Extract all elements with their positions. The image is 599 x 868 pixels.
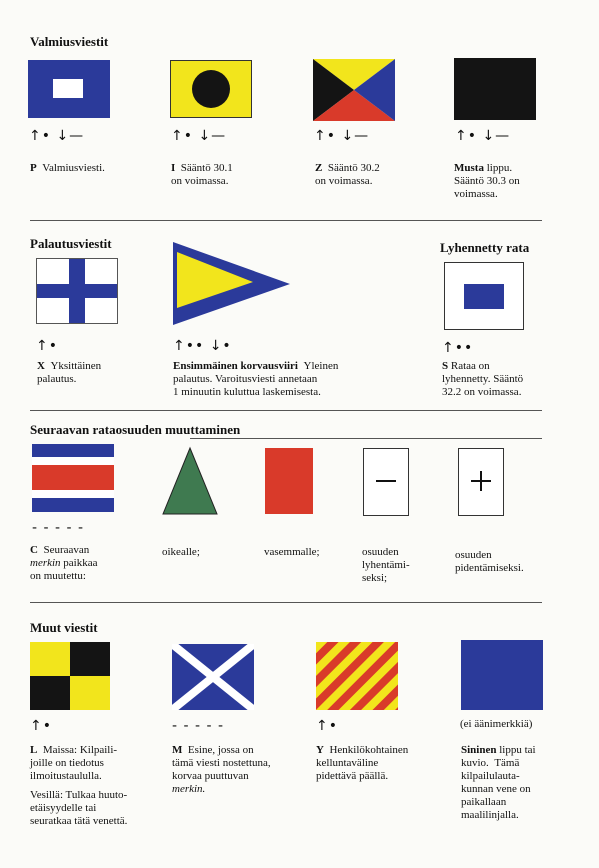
flag-black <box>454 58 536 120</box>
section-title-lyhennetty: Lyhennetty rata <box>440 240 530 255</box>
letter: X <box>37 360 45 372</box>
flag-i <box>170 60 252 118</box>
desc-line1: Seuraavan <box>43 544 90 556</box>
divider <box>190 438 542 439</box>
desc-line3: korvaa puuttuvan <box>172 770 249 782</box>
plus-board <box>458 448 504 516</box>
sound-signal: ↑•• <box>442 340 474 356</box>
desc-line2: joille on tiedotus <box>30 757 104 769</box>
desc-line3: 1 minuutin kuluttua laskemisesta. <box>173 386 321 398</box>
sound-signal: ↑•• ↓• <box>173 338 232 354</box>
desc-line5: paikallaan <box>461 796 507 808</box>
flag-y-stripes <box>316 642 398 710</box>
flag-x <box>36 258 118 324</box>
desc-line2: lyhentämi- <box>362 559 410 571</box>
desc-line3: voimassa. <box>454 188 498 200</box>
desc-line2: on voimassa. <box>315 175 373 187</box>
flag-i-desc <box>171 162 233 188</box>
desc-line5: etäisyydelle tai <box>30 802 97 814</box>
desc-line1: Yksittäinen <box>50 360 102 372</box>
flag-c-white-top <box>32 457 114 465</box>
triangle-fill <box>163 448 217 514</box>
sound-signal: - - - - - <box>32 520 85 536</box>
desc-line2: palautus. <box>37 373 77 385</box>
desc-italic: merkin <box>30 557 61 569</box>
desc-line3: ilmoitustaululla. <box>30 770 102 782</box>
desc-line1: osuuden <box>362 546 399 558</box>
desc-line1: Esine, jossa on <box>187 744 254 756</box>
desc-line1: Sääntö 30.2 <box>327 162 380 174</box>
desc-line3: pidettävä päällä. <box>316 770 389 782</box>
flag-s <box>444 262 524 330</box>
desc-line1: lippu tai <box>499 744 536 756</box>
flag-l-black-top-right <box>70 642 110 676</box>
letter: Z <box>315 162 323 174</box>
desc-line2: kuvio. <box>461 757 489 769</box>
desc-line1: osuuden <box>455 549 492 561</box>
desc: Valmiusviesti. <box>42 162 105 174</box>
flag-blue <box>461 640 543 710</box>
flag-first-substitute-desc <box>173 360 443 399</box>
letter: I <box>171 162 176 174</box>
flag-s-desc <box>442 360 523 399</box>
desc-line1: Rataa on <box>450 360 490 372</box>
section-title-palautus: Palautusviestit <box>30 236 112 251</box>
desc-line2: paikkaa <box>63 557 98 569</box>
desc-line2: on voimassa. <box>171 175 229 187</box>
minus-board <box>363 448 409 516</box>
desc-line1: Maissa: Kilpaili- <box>42 744 118 756</box>
green-triangle-shape <box>161 446 219 516</box>
sound-signal: ↑• ↓— <box>29 128 85 144</box>
desc-line3: 32.2 on voimassa. <box>442 386 522 398</box>
letter: M <box>172 744 183 756</box>
flag-name: Sininen <box>461 744 497 756</box>
flag-x-horizontal-bar <box>37 284 117 298</box>
flag-c-desc <box>30 544 98 583</box>
letter: L <box>30 744 38 756</box>
letter: Y <box>316 744 324 756</box>
sound-signal: (ei äänimerkkiä) <box>460 718 533 730</box>
plus-symbol-horizontal <box>471 480 491 482</box>
red-desc: vasemmalle; <box>264 546 320 558</box>
desc-line4: Vesillä: Tulkaa huuto- <box>30 789 128 801</box>
desc-line2: tämä viesti nostettuna, <box>172 757 271 769</box>
red-rectangle-shape <box>265 448 313 514</box>
flag-c <box>32 444 114 512</box>
minus-desc <box>362 546 410 585</box>
letter: S <box>442 360 449 372</box>
sound-signal: ↑• <box>316 718 338 734</box>
section-title-valmius: Valmiusviestit <box>30 34 109 49</box>
desc-line2: lyhennetty. Sääntö <box>442 373 524 385</box>
flag-i-black-circle <box>192 70 230 108</box>
divider <box>30 220 542 221</box>
desc-italic: merkin. <box>172 783 206 795</box>
desc-line2b: Tämä <box>494 757 520 769</box>
flag-blue-desc <box>461 744 536 822</box>
flag-s-blue-center <box>464 284 504 309</box>
letter: P <box>30 162 37 174</box>
flag-z-desc <box>315 162 380 188</box>
desc-line2: kelluntaväline <box>316 757 379 769</box>
desc-line2: Sääntö 30.3 on <box>454 175 520 187</box>
flag-c-red-middle <box>32 465 114 490</box>
minus-symbol <box>376 480 396 482</box>
sound-signal: ↑• ↓— <box>314 128 370 144</box>
flag-p-white-center <box>53 79 83 98</box>
flag-black-desc <box>454 162 520 201</box>
desc-line1: Yleinen <box>303 360 339 372</box>
triangle-desc: oikealle; <box>162 546 200 558</box>
sound-signal: ↑• <box>30 718 52 734</box>
desc-line1: Henkilökohtainen <box>329 744 409 756</box>
divider <box>30 602 542 603</box>
section-title-muut: Muut viestit <box>30 620 98 635</box>
sound-signal: ↑• <box>36 338 58 354</box>
desc-line6: maalilinjalla. <box>461 809 519 821</box>
flag-p <box>28 60 110 118</box>
flag-m-desc <box>172 744 271 796</box>
desc-line3: on muutettu: <box>30 570 86 582</box>
flag-l-black-bottom-left <box>30 676 70 710</box>
flag-y <box>316 642 398 710</box>
flag-m <box>172 644 254 710</box>
letter: C <box>30 544 38 556</box>
desc-line2: palautus. Varoitusviesti annetaan <box>173 373 318 385</box>
desc-line6: seuratkaa tätä venettä. <box>30 815 128 827</box>
section-title-seuraavan: Seuraavan rataosuuden muuttaminen <box>30 422 241 437</box>
flag-first-substitute <box>173 242 291 326</box>
flag-name: Ensimmäinen korvausviiri <box>173 360 298 372</box>
flag-p-desc <box>30 162 105 175</box>
desc-line1: Sääntö 30.1 <box>180 162 233 174</box>
flag-y-desc <box>316 744 408 783</box>
flag-x-desc <box>37 360 101 386</box>
desc-line3: seksi; <box>362 572 388 584</box>
sound-signal: ↑• ↓— <box>455 128 511 144</box>
flag-c-white-bottom <box>32 490 114 498</box>
plus-desc <box>455 549 524 575</box>
desc-line4: kunnan vene on <box>461 783 531 795</box>
flag-name: Musta <box>454 162 484 174</box>
desc-line3: kilpailulauta- <box>461 770 520 782</box>
desc-line1: lippu. <box>486 162 513 174</box>
sound-signal: ↑• ↓— <box>171 128 227 144</box>
desc-line2: pidentämiseksi. <box>455 562 524 574</box>
flag-z <box>313 59 395 121</box>
divider <box>30 410 542 411</box>
flag-l <box>30 642 110 710</box>
flag-l-desc <box>30 744 127 828</box>
sound-signal: - - - - - <box>172 718 225 734</box>
